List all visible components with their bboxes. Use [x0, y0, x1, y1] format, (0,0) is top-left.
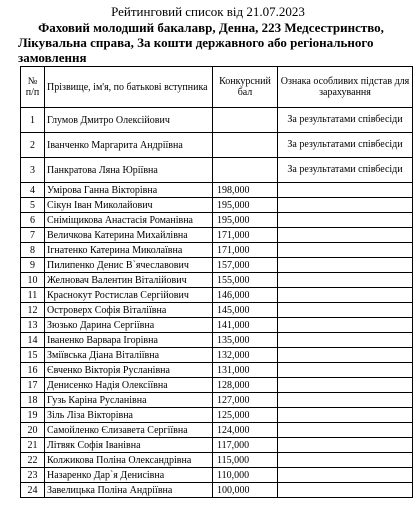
- table-row: [21, 393, 413, 408]
- applicant-name: Ігнатенко Катерина Миколаївна: [45, 243, 213, 258]
- row-number: 16: [21, 363, 45, 378]
- row-number: 22: [21, 453, 45, 468]
- table-row: [21, 183, 413, 198]
- applicant-score: 145,000: [213, 303, 278, 318]
- row-number: 15: [21, 348, 45, 363]
- applicant-name: Іванченко Маргарита Андріївна: [45, 133, 213, 158]
- applicant-name: Колжикова Поліна Олександрівна: [45, 453, 213, 468]
- table-row: [21, 213, 413, 228]
- col-score-header: Конкурсний бал: [213, 67, 278, 108]
- applicant-name: Самойленко Єлизавета Сергіївна: [45, 423, 213, 438]
- row-number: 14: [21, 333, 45, 348]
- applicant-score: 115,000: [213, 453, 278, 468]
- table-row: [21, 198, 413, 213]
- row-number: 11: [21, 288, 45, 303]
- applicant-score: 132,000: [213, 348, 278, 363]
- row-number: 24: [21, 483, 45, 498]
- special-grounds: [278, 393, 413, 408]
- applicant-score: 127,000: [213, 393, 278, 408]
- special-grounds: [278, 303, 413, 318]
- program-line-2: Лікувальна справа, За кошти державного або регіонального: [18, 35, 374, 50]
- special-grounds: За результатами співбесіди: [278, 133, 413, 158]
- row-number: 1: [21, 108, 45, 133]
- applicant-name: Островерх Софія Віталіївна: [45, 303, 213, 318]
- table-row: [21, 348, 413, 363]
- applicant-score: 131,000: [213, 363, 278, 378]
- applicant-score: 110,000: [213, 468, 278, 483]
- row-number: 20: [21, 423, 45, 438]
- col-name-header: Прізвище, ім'я, по батькові вступника: [45, 67, 213, 108]
- row-number: 6: [21, 213, 45, 228]
- applicant-score: 171,000: [213, 243, 278, 258]
- row-number: 23: [21, 468, 45, 483]
- applicant-score: 141,000: [213, 318, 278, 333]
- applicant-score: 100,000: [213, 483, 278, 498]
- applicant-score: 117,000: [213, 438, 278, 453]
- applicant-name: Назаренко Дар`я Денисівна: [45, 468, 213, 483]
- table-row: [21, 273, 413, 288]
- row-number: 17: [21, 378, 45, 393]
- applicant-name: Літвяк Софія Іванівна: [45, 438, 213, 453]
- table-row: [21, 408, 413, 423]
- table-row: [21, 378, 413, 393]
- special-grounds: [278, 378, 413, 393]
- table-row: [21, 303, 413, 318]
- table-row: [21, 158, 413, 183]
- special-grounds: [278, 243, 413, 258]
- applicant-name: Іваненко Варвара Ігорівна: [45, 333, 213, 348]
- special-grounds: [278, 438, 413, 453]
- special-grounds: [278, 453, 413, 468]
- applicant-name: Зюзько Дарина Сергіївна: [45, 318, 213, 333]
- applicant-score: 195,000: [213, 198, 278, 213]
- applicant-score: 146,000: [213, 288, 278, 303]
- applicant-score: 198,000: [213, 183, 278, 198]
- row-number: 8: [21, 243, 45, 258]
- row-number: 5: [21, 198, 45, 213]
- applicant-name: Сікун Іван Миколайович: [45, 198, 213, 213]
- col-note-header: Ознака особливих підстав для зарахування: [278, 67, 413, 108]
- row-number: 12: [21, 303, 45, 318]
- special-grounds: За результатами співбесіди: [278, 108, 413, 133]
- applicant-name: Глумов Дмитро Олексійович: [45, 108, 213, 133]
- table-row: [21, 363, 413, 378]
- special-grounds: [278, 273, 413, 288]
- table-header-row: [21, 67, 413, 108]
- applicant-name: Краснокут Ростислав Сергійович: [45, 288, 213, 303]
- program-line-3: замовлення: [18, 50, 87, 65]
- special-grounds: [278, 288, 413, 303]
- special-grounds: [278, 468, 413, 483]
- applicant-name: Умірова Ганна Вікторівна: [45, 183, 213, 198]
- table-row: [21, 438, 413, 453]
- table-row: [21, 468, 413, 483]
- applicant-name: Сніміщикова Анастасія Романівна: [45, 213, 213, 228]
- applicant-name: Зміївська Діана Віталіївна: [45, 348, 213, 363]
- applicant-score: 195,000: [213, 213, 278, 228]
- table-row: [21, 133, 413, 158]
- special-grounds: [278, 483, 413, 498]
- applicant-score: 155,000: [213, 273, 278, 288]
- special-grounds: [278, 348, 413, 363]
- special-grounds: [278, 423, 413, 438]
- table-row: [21, 423, 413, 438]
- row-number: 21: [21, 438, 45, 453]
- applicant-score: [213, 108, 278, 133]
- applicant-score: 171,000: [213, 228, 278, 243]
- special-grounds: [278, 198, 413, 213]
- row-number: 7: [21, 228, 45, 243]
- applicant-score: 125,000: [213, 408, 278, 423]
- special-grounds: За результатами співбесіди: [278, 158, 413, 183]
- row-number: 3: [21, 158, 45, 183]
- row-number: 13: [21, 318, 45, 333]
- special-grounds: [278, 333, 413, 348]
- applicant-name: Зіль Ліза Вікторівна: [45, 408, 213, 423]
- program-line-1: Фаховий молодший бакалавр, Денна, 223 Медсестринство,: [38, 20, 384, 35]
- applicant-score: [213, 133, 278, 158]
- applicant-name: Желновач Валентин Віталійович: [45, 273, 213, 288]
- special-grounds: [278, 183, 413, 198]
- applicant-name: Завелицька Поліна Андріївна: [45, 483, 213, 498]
- special-grounds: [278, 258, 413, 273]
- row-number: 4: [21, 183, 45, 198]
- applicant-score: 157,000: [213, 258, 278, 273]
- document-title: Рейтинговий список від 21.07.2023: [111, 4, 305, 19]
- applicant-name: Денисенко Надія Олексіївна: [45, 378, 213, 393]
- applicant-score: [213, 158, 278, 183]
- applicant-name: Гузь Каріна Русланівна: [45, 393, 213, 408]
- applicant-score: 128,000: [213, 378, 278, 393]
- special-grounds: [278, 318, 413, 333]
- special-grounds: [278, 228, 413, 243]
- table-row: [21, 333, 413, 348]
- table-row: [21, 318, 413, 333]
- applicant-score: 124,000: [213, 423, 278, 438]
- table-row: [21, 243, 413, 258]
- row-number: 2: [21, 133, 45, 158]
- table-row: [21, 258, 413, 273]
- row-number: 18: [21, 393, 45, 408]
- special-grounds: [278, 213, 413, 228]
- col-number-header: № п/п: [21, 67, 45, 108]
- special-grounds: [278, 408, 413, 423]
- row-number: 10: [21, 273, 45, 288]
- applicant-name: Пилипенко Денис В`ячеславович: [45, 258, 213, 273]
- rating-table: [20, 66, 413, 498]
- table-row: [21, 228, 413, 243]
- applicant-name: Євченко Вікторія Русланівна: [45, 363, 213, 378]
- applicant-name: Величкова Катерина Михайлівна: [45, 228, 213, 243]
- applicant-score: 135,000: [213, 333, 278, 348]
- table-row: [21, 288, 413, 303]
- table-row: [21, 453, 413, 468]
- table-row: [21, 108, 413, 133]
- applicant-name: Панкратова Ляна Юріївна: [45, 158, 213, 183]
- row-number: 19: [21, 408, 45, 423]
- special-grounds: [278, 363, 413, 378]
- table-row: [21, 483, 413, 498]
- row-number: 9: [21, 258, 45, 273]
